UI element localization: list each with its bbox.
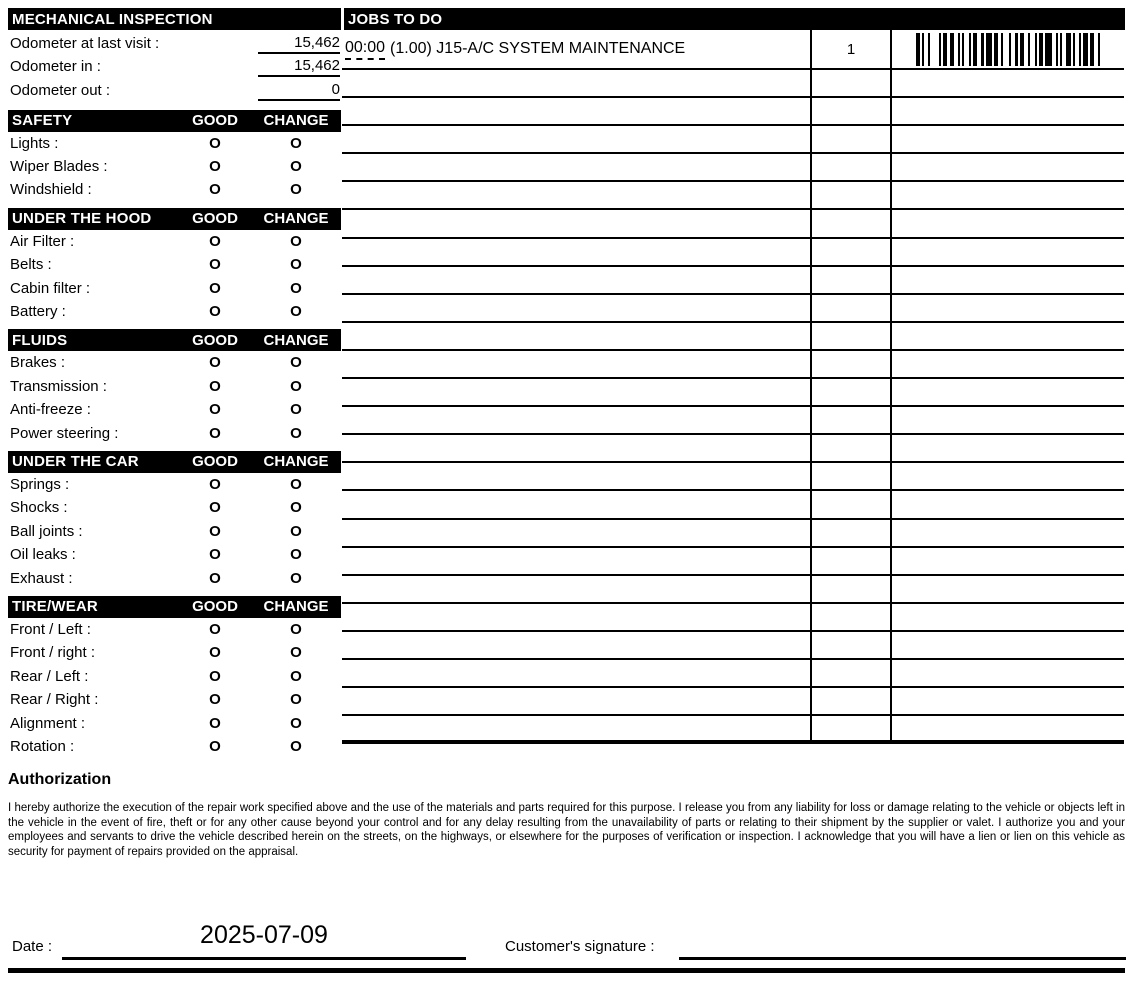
change-mark-cell: [251, 378, 341, 395]
job-description-cell: [342, 379, 812, 405]
job-barcode-cell: [892, 210, 1124, 236]
section-title: UNDER THE HOOD: [12, 210, 152, 228]
good-column-header: GOOD: [192, 453, 238, 471]
job-empty-row: [342, 435, 1124, 463]
change-mark-cell: [251, 499, 341, 516]
job-barcode-cell: [892, 30, 1124, 68]
good-mark-cell: [179, 354, 251, 371]
inspection-item-label: Belts :: [10, 256, 52, 274]
good-mark-cell: [179, 158, 251, 175]
section-header: [8, 110, 341, 132]
mechanical-inspection-panel: [8, 8, 341, 758]
good-mark: O: [209, 181, 221, 199]
section-title: SAFETY: [12, 112, 73, 129]
good-mark-cell: [179, 668, 251, 685]
inspection-item-row: [8, 351, 341, 374]
good-mark-cell: [179, 425, 251, 442]
good-mark-cell: [179, 546, 251, 563]
inspection-item-label: Shocks :: [10, 499, 68, 517]
inspection-item-label: Brakes :: [10, 354, 66, 372]
good-mark-cell: [179, 181, 251, 198]
date-value: 2025-07-09: [200, 921, 328, 949]
job-barcode-cell: [892, 70, 1124, 96]
good-mark-cell: [179, 523, 251, 540]
job-description-cell: [342, 267, 812, 293]
job-qty-cell: [812, 126, 892, 152]
good-mark-cell: [179, 280, 251, 297]
job-barcode-cell: [892, 295, 1124, 321]
job-qty-cell: [812, 407, 892, 433]
job-description-cell: [342, 632, 812, 658]
change-mark-cell: [251, 135, 341, 152]
job-description-cell: [342, 548, 812, 574]
section-header: [8, 329, 341, 351]
inspection-item-row: [8, 300, 341, 323]
job-barcode-cell: [892, 520, 1124, 546]
change-mark-cell: [251, 644, 341, 661]
change-mark-cell: [251, 181, 341, 198]
job-barcode-cell: [892, 239, 1124, 265]
change-mark-cell: [251, 401, 341, 418]
job-description-cell: [342, 210, 812, 236]
job-description-cell: [342, 182, 812, 208]
job-barcode-cell: [892, 716, 1124, 740]
inspection-item-row: [8, 132, 341, 155]
job-empty-row: [342, 491, 1124, 519]
job-description: (1.00) J15-A/C SYSTEM MAINTENANCE: [390, 40, 686, 57]
change-mark-cell: [251, 738, 341, 755]
job-empty-row: [342, 548, 1124, 576]
good-mark: O: [209, 303, 221, 321]
job-empty-row: [342, 632, 1124, 660]
change-mark-cell: [251, 425, 341, 442]
job-description-cell: [342, 351, 812, 377]
good-mark: O: [209, 256, 221, 274]
change-mark-cell: [251, 476, 341, 493]
inspection-item-label: Rear / Right :: [10, 691, 99, 709]
good-mark: O: [209, 377, 221, 395]
good-mark-cell: [179, 691, 251, 708]
inspection-item-label: Wiper Blades :: [10, 158, 108, 176]
inspection-item-row: [8, 520, 341, 543]
inspection-item-label: Front / Left :: [10, 620, 91, 638]
job-empty-row: [342, 98, 1124, 126]
job-qty-cell: [812, 182, 892, 208]
inspection-item-row: [8, 155, 341, 178]
inspection-item-row: [8, 735, 341, 758]
good-mark: O: [209, 232, 221, 250]
inspection-item-label: Transmission :: [10, 377, 107, 395]
job-qty-cell: [812, 491, 892, 517]
job-qty-cell: [812, 210, 892, 236]
change-mark: O: [290, 714, 302, 732]
good-mark: O: [209, 667, 221, 685]
job-empty-row: [342, 239, 1124, 267]
change-mark: O: [290, 737, 302, 755]
inspection-item-row: [8, 276, 341, 299]
jobs-table: [342, 30, 1124, 744]
job-empty-row: [342, 604, 1124, 632]
job-empty-row: [342, 520, 1124, 548]
good-mark: O: [209, 354, 221, 372]
change-column-header: CHANGE: [263, 598, 329, 616]
change-mark-cell: [251, 570, 341, 587]
section-header: [8, 451, 341, 473]
job-qty-cell: [812, 604, 892, 630]
inspection-item-label: Cabin filter :: [10, 279, 91, 297]
job-empty-row: [342, 210, 1124, 238]
section-header: [8, 596, 341, 618]
change-mark-cell: [251, 668, 341, 685]
signature-underline: [679, 957, 1126, 960]
job-qty-cell: [812, 660, 892, 686]
change-mark-cell: [251, 354, 341, 371]
inspection-item-label: Anti-freeze :: [10, 401, 91, 419]
good-mark-cell: [179, 738, 251, 755]
section-title: UNDER THE CAR: [12, 453, 139, 471]
inspection-item-row: [8, 230, 341, 253]
job-qty-cell: [812, 323, 892, 349]
odometer-row: [8, 30, 341, 54]
job-description-cell: [342, 239, 812, 265]
inspection-item-label: Lights :: [10, 134, 59, 152]
job-qty-cell: [812, 435, 892, 461]
change-column-header: CHANGE: [263, 331, 329, 349]
inspection-item-row: [8, 711, 341, 734]
change-column-header: CHANGE: [263, 112, 329, 129]
good-mark: O: [209, 691, 221, 709]
inspection-item-label: Ball joints :: [10, 522, 83, 540]
job-row: [342, 30, 1124, 70]
job-description-cell: [342, 688, 812, 714]
job-description-cell: [342, 435, 812, 461]
odometer-value: 15,462: [258, 57, 340, 77]
good-mark-cell: [179, 499, 251, 516]
change-mark: O: [290, 691, 302, 709]
change-mark: O: [290, 546, 302, 564]
authorization-section: [8, 771, 1125, 859]
change-mark: O: [290, 303, 302, 321]
good-mark-cell: [179, 401, 251, 418]
job-barcode-cell: [892, 688, 1124, 714]
job-empty-row: [342, 576, 1124, 604]
panel-title: MECHANICAL INSPECTION: [12, 10, 213, 28]
job-description-cell: [342, 98, 812, 124]
good-column-header: GOOD: [192, 598, 238, 616]
good-mark-cell: [179, 621, 251, 638]
inspection-item-row: [8, 618, 341, 641]
change-mark-cell: [251, 158, 341, 175]
change-mark: O: [290, 401, 302, 419]
good-mark: O: [209, 737, 221, 755]
good-mark: O: [209, 475, 221, 493]
good-mark-cell: [179, 476, 251, 493]
inspection-item-row: [8, 178, 341, 201]
good-mark: O: [209, 499, 221, 517]
change-mark: O: [290, 354, 302, 372]
job-barcode-cell: [892, 632, 1124, 658]
job-barcode-cell: [892, 323, 1124, 349]
job-description-cell: [342, 491, 812, 517]
inspection-item-row: [8, 688, 341, 711]
change-mark: O: [290, 158, 302, 176]
inspection-item-label: Air Filter :: [10, 232, 75, 250]
job-description-cell: [342, 126, 812, 152]
job-qty-cell: [812, 463, 892, 489]
inspection-item-row: [8, 543, 341, 566]
change-mark-cell: [251, 303, 341, 320]
mechanical-inspection-header: [8, 8, 341, 30]
date-label: Date :: [12, 938, 53, 955]
jobs-header: [344, 8, 1125, 30]
change-mark: O: [290, 620, 302, 638]
change-mark: O: [290, 377, 302, 395]
good-mark: O: [209, 569, 221, 587]
good-mark: O: [209, 522, 221, 540]
odometer-row: [8, 54, 341, 78]
job-qty-cell: [812, 716, 892, 740]
job-barcode-cell: [892, 379, 1124, 405]
inspection-section: [8, 110, 341, 202]
change-mark: O: [290, 256, 302, 274]
inspection-item-label: Exhaust :: [10, 569, 73, 587]
authorization-heading: Authorization: [8, 771, 112, 788]
jobs-title: JOBS TO DO: [348, 10, 443, 28]
job-qty-cell: [812, 379, 892, 405]
job-empty-row: [342, 716, 1124, 744]
inspection-item-row: [8, 398, 341, 421]
good-mark: O: [209, 401, 221, 419]
job-barcode-cell: [892, 407, 1124, 433]
change-column-header: CHANGE: [263, 453, 329, 471]
job-description-cell: [342, 604, 812, 630]
date-underline: [62, 957, 466, 960]
good-mark: O: [209, 620, 221, 638]
job-description-cell: [342, 154, 812, 180]
job-qty-cell: [812, 520, 892, 546]
authorization-text: I hereby authorize the execution of the repair work specified above and the use of the materials and parts required for this purpose. I release you from any liability for loss or damage relating to the vehicle or objects left in the vehicle in the event of fire, theft or for any other cause beyond your control and for any delay resulting from the unavailability of parts or relating to their shipment by the supplier or valet. I authorize you and your employees and servants to drive the vehicle described herein on the streets, on the highways, or elsewhere for the purposes of verification or inspection. I acknowledge that you will have a lien or lien on this vehicle as security for payment of repairs provided on the appraisal.: [8, 802, 1125, 858]
odometer-value: 15,462: [258, 34, 340, 54]
inspection-section: [8, 596, 341, 758]
change-mark-cell: [251, 691, 341, 708]
job-description-cell: [342, 295, 812, 321]
job-qty-cell: [812, 239, 892, 265]
job-barcode-cell: [892, 182, 1124, 208]
change-mark: O: [290, 424, 302, 442]
good-column-header: GOOD: [192, 210, 238, 228]
good-mark: O: [209, 134, 221, 152]
job-barcode-cell: [892, 491, 1124, 517]
good-mark-cell: [179, 644, 251, 661]
job-description-cell: [342, 323, 812, 349]
job-barcode-cell: [892, 463, 1124, 489]
job-barcode-cell: [892, 548, 1124, 574]
barcode-image: [916, 33, 1101, 66]
inspection-item-label: Springs :: [10, 475, 70, 493]
inspection-item-label: Power steering :: [10, 424, 119, 442]
change-mark: O: [290, 522, 302, 540]
change-mark-cell: [251, 621, 341, 638]
job-empty-row: [342, 351, 1124, 379]
job-empty-row: [342, 295, 1124, 323]
job-qty-cell: [812, 70, 892, 96]
change-mark-cell: [251, 233, 341, 250]
section-header: [8, 208, 341, 230]
job-barcode-cell: [892, 98, 1124, 124]
good-mark: O: [209, 546, 221, 564]
odometer-label: Odometer in :: [10, 58, 101, 75]
odometer-rows: [8, 30, 341, 101]
section-title: TIRE/WEAR: [12, 598, 98, 616]
inspection-item-label: Windshield :: [10, 181, 92, 199]
job-description-cell: [342, 660, 812, 686]
good-mark-cell: [179, 303, 251, 320]
inspection-item-label: Rotation :: [10, 737, 75, 755]
good-column-header: GOOD: [192, 112, 238, 129]
job-qty-cell: [812, 576, 892, 602]
job-qty-cell: 1: [812, 30, 892, 68]
job-barcode-cell: [892, 351, 1124, 377]
job-barcode-cell: [892, 576, 1124, 602]
inspection-item-label: Oil leaks :: [10, 546, 76, 564]
inspection-item-row: [8, 665, 341, 688]
job-barcode-cell: [892, 154, 1124, 180]
job-empty-row: [342, 182, 1124, 210]
good-mark: O: [209, 644, 221, 662]
change-mark-cell: [251, 256, 341, 273]
job-time: 00:00: [345, 39, 385, 60]
customer-signature-label: Customer's signature :: [505, 938, 655, 955]
job-qty-cell: [812, 688, 892, 714]
job-empty-row: [342, 379, 1124, 407]
good-mark: O: [209, 714, 221, 732]
job-barcode-cell: [892, 126, 1124, 152]
inspection-item-row: [8, 253, 341, 276]
odometer-row: [8, 77, 341, 101]
change-mark: O: [290, 644, 302, 662]
inspection-item-row: [8, 496, 341, 519]
job-empty-row: [342, 407, 1124, 435]
inspection-item-label: Rear / Left :: [10, 667, 89, 685]
job-qty-cell: [812, 548, 892, 574]
job-description-cell: [342, 716, 812, 740]
job-empty-row: [342, 267, 1124, 295]
job-barcode-cell: [892, 604, 1124, 630]
inspection-item-row: [8, 375, 341, 398]
change-mark: O: [290, 279, 302, 297]
change-mark: O: [290, 475, 302, 493]
inspection-item-label: Front / right :: [10, 644, 96, 662]
inspection-item-row: [8, 421, 341, 444]
change-mark: O: [290, 232, 302, 250]
job-qty-cell: [812, 632, 892, 658]
good-mark-cell: [179, 233, 251, 250]
job-empty-row: [342, 688, 1124, 716]
job-qty-cell: [812, 98, 892, 124]
job-qty-cell: [812, 351, 892, 377]
job-barcode-cell: [892, 267, 1124, 293]
good-column-header: GOOD: [192, 331, 238, 349]
job-qty-cell: [812, 295, 892, 321]
job-empty-row: [342, 154, 1124, 182]
inspection-item-row: [8, 566, 341, 589]
job-description-cell: [342, 30, 812, 68]
job-description-cell: [342, 576, 812, 602]
job-qty-cell: [812, 154, 892, 180]
inspection-item-label: Battery :: [10, 303, 66, 321]
good-mark-cell: [179, 715, 251, 732]
change-mark: O: [290, 134, 302, 152]
job-empty-row: [342, 323, 1124, 351]
bottom-rule: [8, 968, 1125, 973]
inspection-item-label: Alignment :: [10, 714, 86, 732]
inspection-section: [8, 208, 341, 324]
inspection-item-row: [8, 473, 341, 496]
inspection-sections: [8, 110, 341, 759]
inspection-item-row: [8, 641, 341, 664]
change-mark: O: [290, 499, 302, 517]
job-description-cell: [342, 520, 812, 546]
change-mark: O: [290, 181, 302, 199]
job-empty-row: [342, 660, 1124, 688]
change-mark-cell: [251, 523, 341, 540]
change-column-header: CHANGE: [263, 210, 329, 228]
inspection-section: [8, 329, 341, 445]
good-mark: O: [209, 158, 221, 176]
job-empty-row: [342, 70, 1124, 98]
change-mark: O: [290, 667, 302, 685]
job-description-cell: [342, 70, 812, 96]
section-title: FLUIDS: [12, 331, 68, 349]
good-mark-cell: [179, 570, 251, 587]
job-description-cell: [342, 407, 812, 433]
good-mark-cell: [179, 135, 251, 152]
job-barcode-cell: [892, 435, 1124, 461]
good-mark: O: [209, 424, 221, 442]
odometer-label: Odometer at last visit :: [10, 34, 160, 52]
inspection-section: [8, 451, 341, 590]
job-empty-row: [342, 463, 1124, 491]
good-mark-cell: [179, 256, 251, 273]
job-description-cell: [342, 463, 812, 489]
odometer-value: 0: [258, 81, 340, 101]
change-mark-cell: [251, 715, 341, 732]
change-mark-cell: [251, 546, 341, 563]
odometer-label: Odometer out :: [10, 81, 111, 99]
change-mark-cell: [251, 280, 341, 297]
job-empty-row: [342, 126, 1124, 154]
job-qty-cell: [812, 267, 892, 293]
job-barcode-cell: [892, 660, 1124, 686]
change-mark: O: [290, 569, 302, 587]
good-mark: O: [209, 279, 221, 297]
good-mark-cell: [179, 378, 251, 395]
